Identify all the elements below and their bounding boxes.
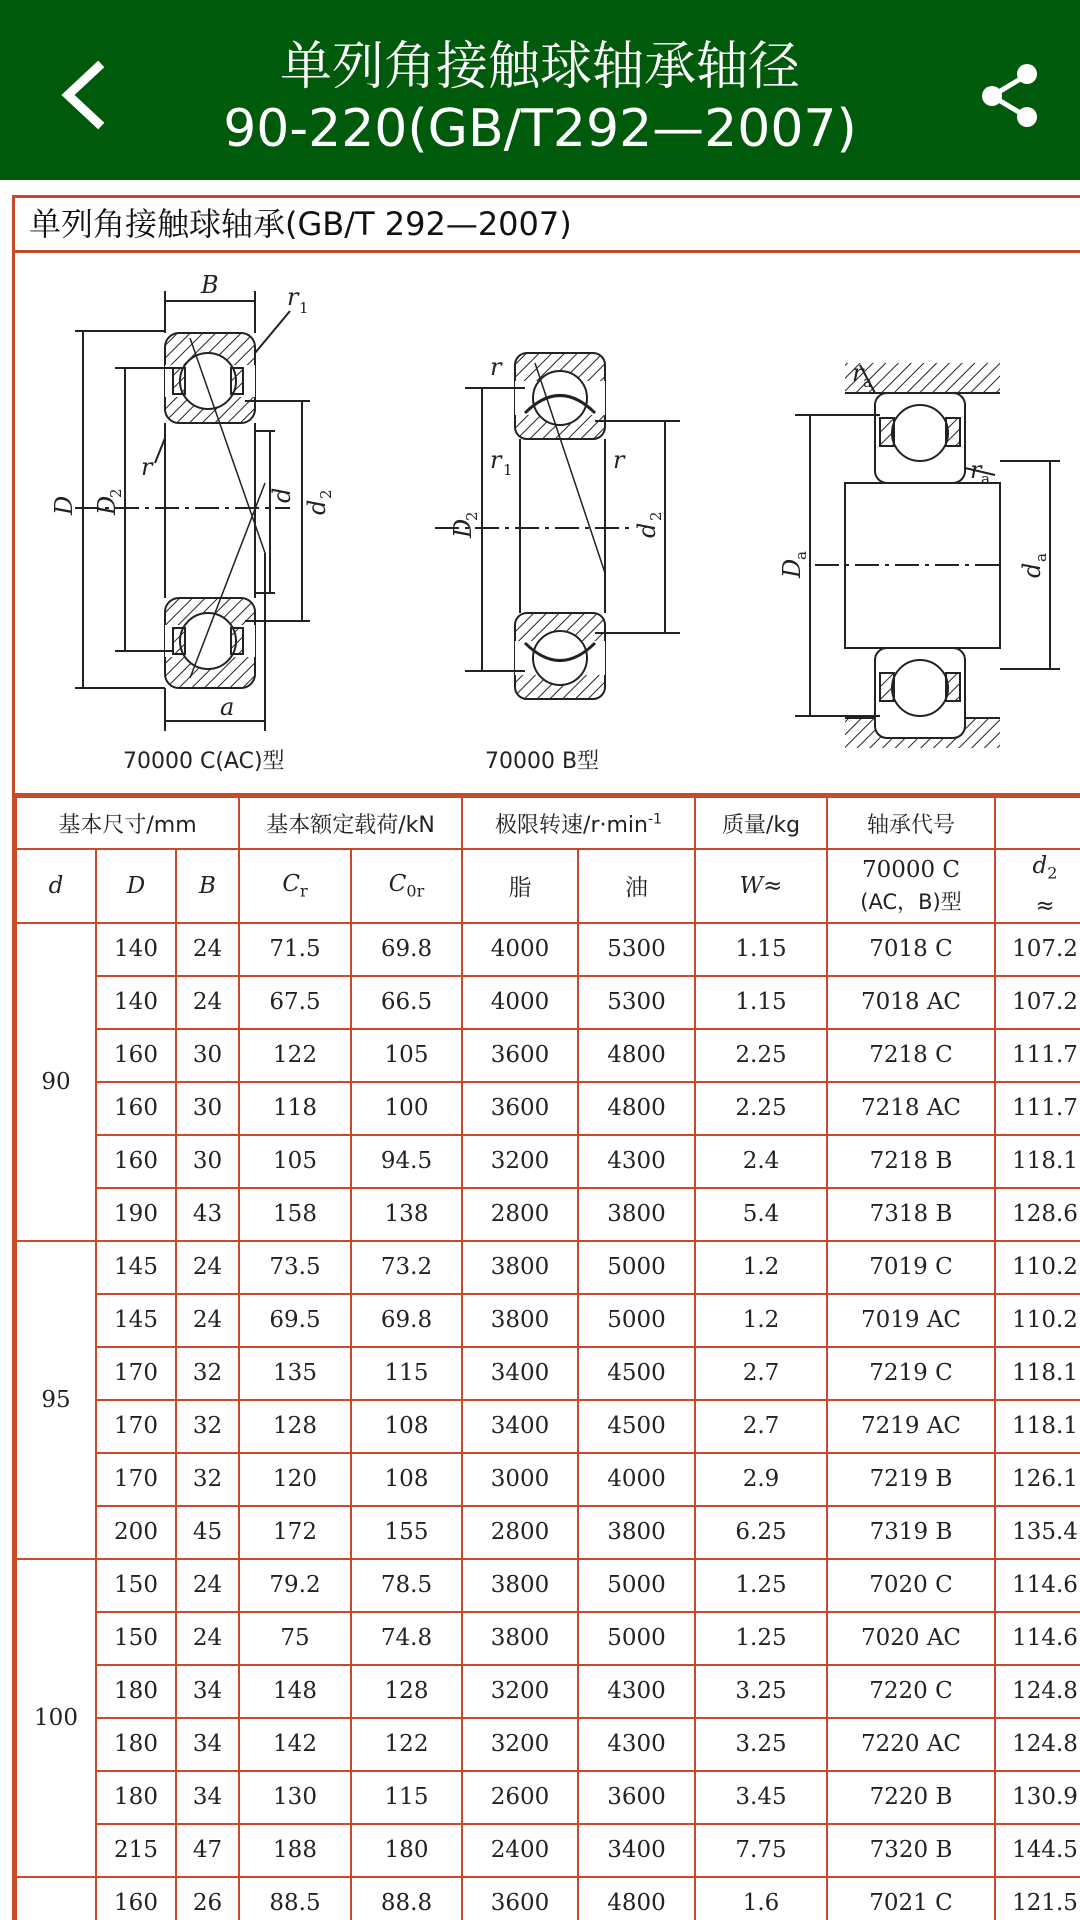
cell-d2: 118.1: [995, 1347, 1080, 1400]
cell-C0r: 122: [351, 1718, 462, 1771]
cell-oil: 5000: [578, 1294, 695, 1347]
dim-label-r: r: [141, 453, 153, 481]
cell-code: 7219 AC: [827, 1400, 995, 1453]
header-d: d: [16, 849, 96, 923]
cell-grease: 3000: [462, 1453, 578, 1506]
cell-d2: 126.1: [995, 1453, 1080, 1506]
cell-C0r: 128: [351, 1665, 462, 1718]
cell-d2: 128.6: [995, 1188, 1080, 1241]
cell-Cr: 75: [239, 1612, 351, 1665]
cell-oil: 3400: [578, 1824, 695, 1877]
cell-B: 43: [176, 1188, 239, 1241]
cell-code: 7220 C: [827, 1665, 995, 1718]
cell-oil: 4300: [578, 1135, 695, 1188]
dim-label-D2: D: [93, 495, 121, 515]
cell-oil: 4500: [578, 1347, 695, 1400]
cell-code: 7218 B: [827, 1135, 995, 1188]
cell-D: 145: [96, 1241, 176, 1294]
table-row: [16, 1029, 1080, 1082]
cell-code: 7218 AC: [827, 1082, 995, 1135]
svg-text:a: a: [981, 470, 990, 488]
cell-Cr: 105: [239, 1135, 351, 1188]
dim-label-Da: D: [778, 558, 806, 578]
svg-text:2: 2: [317, 489, 335, 499]
cell-C0r: 73.2: [351, 1241, 462, 1294]
cell-grease: 3800: [462, 1241, 578, 1294]
cell-oil: 5000: [578, 1559, 695, 1612]
cell-D: 160: [96, 1029, 176, 1082]
header-B: B: [176, 849, 239, 923]
cell-B: 26: [176, 1877, 239, 1920]
page-title-line1: 单列角接触球轴承轴径: [279, 37, 800, 97]
table-row: [16, 1400, 1080, 1453]
cell-D: 190: [96, 1188, 176, 1241]
header-basic-size: 基本尺寸/mm: [16, 797, 239, 849]
cell-d2: 124.8: [995, 1718, 1080, 1771]
dim-label-da: d: [1018, 562, 1046, 578]
table-row: [16, 1241, 1080, 1294]
table-row: [16, 923, 1080, 976]
cell-Cr: 142: [239, 1718, 351, 1771]
cell-D: 180: [96, 1718, 176, 1771]
table-row: [16, 1453, 1080, 1506]
cell-code: 7319 B: [827, 1506, 995, 1559]
cell-W: 3.45: [695, 1771, 827, 1824]
svg-text:2: 2: [647, 511, 665, 521]
cell-C0r: 78.5: [351, 1559, 462, 1612]
cell-B: 32: [176, 1400, 239, 1453]
cell-code: 7320 B: [827, 1824, 995, 1877]
cell-d2: 111.7: [995, 1082, 1080, 1135]
cell-code: 7220 AC: [827, 1718, 995, 1771]
cell-D: 180: [96, 1771, 176, 1824]
dim-label-B: B: [201, 271, 219, 299]
cell-Cr: 122: [239, 1029, 351, 1082]
table-row: [16, 976, 1080, 1029]
share-button[interactable]: [975, 60, 1045, 130]
cell-C0r: 155: [351, 1506, 462, 1559]
cell-grease: 3600: [462, 1029, 578, 1082]
dim-label-D2-b: D: [449, 518, 477, 538]
cell-W: 1.25: [695, 1612, 827, 1665]
table-row: [16, 1665, 1080, 1718]
header-Cr: $C_r$: [239, 849, 351, 923]
chevron-left-icon: [50, 55, 120, 135]
cell-C0r: 100: [351, 1082, 462, 1135]
cell-oil: 5000: [578, 1612, 695, 1665]
cell-B: 32: [176, 1453, 239, 1506]
cell-Cr: 130: [239, 1771, 351, 1824]
table-row: [16, 1135, 1080, 1188]
app-bar: [0, 0, 1080, 180]
cell-code: 7220 B: [827, 1771, 995, 1824]
cell-oil: 3600: [578, 1771, 695, 1824]
cell-C0r: 180: [351, 1824, 462, 1877]
cell-d2: 130.9: [995, 1771, 1080, 1824]
table-row: [16, 1559, 1080, 1612]
cell-Cr: 128: [239, 1400, 351, 1453]
cell-D: 215: [96, 1824, 176, 1877]
cell-D: 145: [96, 1294, 176, 1347]
cell-D: 200: [96, 1506, 176, 1559]
cell-code: 7018 AC: [827, 976, 995, 1029]
table-header-row-2: [16, 849, 1080, 923]
cell-d2: 107.2: [995, 976, 1080, 1029]
cell-Cr: 172: [239, 1506, 351, 1559]
cell-C0r: 105: [351, 1029, 462, 1082]
cell-W: 1.6: [695, 1877, 827, 1920]
cell-W: 1.25: [695, 1559, 827, 1612]
dim-label-r-b: r: [490, 353, 502, 381]
svg-text:a: a: [863, 373, 872, 391]
cell-Cr: 79.2: [239, 1559, 351, 1612]
cell-code: 7219 C: [827, 1347, 995, 1400]
header-mass: 质量/kg: [695, 797, 827, 849]
share-icon: [975, 60, 1045, 130]
cell-B: 34: [176, 1665, 239, 1718]
section-heading: 单列角接触球轴承(GB/T 292—2007): [15, 198, 1080, 253]
header-W: W≈: [695, 849, 827, 923]
cell-D: 160: [96, 1082, 176, 1135]
cell-B: 30: [176, 1082, 239, 1135]
cell-W: 2.7: [695, 1400, 827, 1453]
cell-grease: 2800: [462, 1188, 578, 1241]
cell-Cr: 135: [239, 1347, 351, 1400]
cell-B: 47: [176, 1824, 239, 1877]
table-row: [16, 1718, 1080, 1771]
cell-B: 24: [176, 1612, 239, 1665]
cell-d2: 114.6: [995, 1559, 1080, 1612]
cell-d2: 124.8: [995, 1665, 1080, 1718]
cell-d: 95: [16, 1241, 96, 1559]
cell-d2: 107.2: [995, 923, 1080, 976]
cell-D: 150: [96, 1559, 176, 1612]
cell-Cr: 148: [239, 1665, 351, 1718]
cell-code: 7219 B: [827, 1453, 995, 1506]
cell-W: 2.25: [695, 1029, 827, 1082]
cell-code: 7020 C: [827, 1559, 995, 1612]
cell-D: 170: [96, 1453, 176, 1506]
header-speed: 极限转速$/r\cdot\min^{-1}$: [462, 797, 695, 849]
cell-W: 2.4: [695, 1135, 827, 1188]
cell-B: 24: [176, 1294, 239, 1347]
cell-grease: 3600: [462, 1082, 578, 1135]
diagram-caption-c-ac: 70000 C(AC)型: [123, 749, 285, 774]
cell-grease: 3800: [462, 1294, 578, 1347]
cell-D: 140: [96, 976, 176, 1029]
cell-D: 180: [96, 1665, 176, 1718]
cell-d2: 118.1: [995, 1135, 1080, 1188]
svg-text:2: 2: [107, 488, 125, 498]
cell-B: 24: [176, 1559, 239, 1612]
table-row: [16, 1347, 1080, 1400]
cell-d2: 144.5: [995, 1824, 1080, 1877]
cell-B: 30: [176, 1029, 239, 1082]
cell-oil: 4300: [578, 1718, 695, 1771]
cell-oil: 4800: [578, 1082, 695, 1135]
cell-oil: 4800: [578, 1029, 695, 1082]
cell-W: 3.25: [695, 1665, 827, 1718]
cell-grease: 2400: [462, 1824, 578, 1877]
table-row: [16, 1188, 1080, 1241]
cell-C0r: 69.8: [351, 1294, 462, 1347]
cell-code: 7021 C: [827, 1877, 995, 1920]
svg-text:a: a: [1032, 553, 1050, 562]
cell-grease: 3200: [462, 1135, 578, 1188]
cell-d: [16, 1877, 96, 1920]
cell-grease: 2800: [462, 1506, 578, 1559]
cell-W: 1.2: [695, 1294, 827, 1347]
back-button[interactable]: [50, 55, 120, 135]
dim-label-ra-2: r: [970, 456, 982, 484]
cell-Cr: 158: [239, 1188, 351, 1241]
cell-code: 7318 B: [827, 1188, 995, 1241]
table-row: [16, 1877, 1080, 1920]
svg-text:2: 2: [463, 511, 481, 521]
table-row: [16, 1612, 1080, 1665]
main-content[interactable]: [0, 180, 1080, 1920]
header-code: 轴承代号: [827, 797, 995, 849]
cell-d2: 118.1: [995, 1400, 1080, 1453]
cell-D: 160: [96, 1135, 176, 1188]
cell-oil: 4300: [578, 1665, 695, 1718]
cell-W: 3.25: [695, 1718, 827, 1771]
cell-C0r: 94.5: [351, 1135, 462, 1188]
table-row: [16, 1294, 1080, 1347]
bearing-table-frame: [12, 195, 1080, 1920]
header-d2: $d_2$ ≈: [995, 849, 1080, 923]
cell-W: 2.25: [695, 1082, 827, 1135]
cell-W: 5.4: [695, 1188, 827, 1241]
cell-D: 170: [96, 1347, 176, 1400]
cell-Cr: 73.5: [239, 1241, 351, 1294]
table-row: [16, 1506, 1080, 1559]
cell-grease: 3800: [462, 1559, 578, 1612]
dim-label-ra: r: [852, 359, 864, 387]
bearing-drawing: [15, 253, 1080, 793]
cell-Cr: 69.5: [239, 1294, 351, 1347]
cell-B: 32: [176, 1347, 239, 1400]
bearing-diagram: [15, 253, 1080, 796]
page-title: [150, 36, 930, 160]
cell-grease: 3200: [462, 1718, 578, 1771]
cell-oil: 5300: [578, 976, 695, 1029]
header-D: D: [96, 849, 176, 923]
cell-code: 7218 C: [827, 1029, 995, 1082]
cell-oil: 3800: [578, 1506, 695, 1559]
dim-label-r1: r: [287, 283, 299, 311]
cell-B: 24: [176, 976, 239, 1029]
svg-text:1: 1: [299, 299, 309, 317]
cell-B: 24: [176, 923, 239, 976]
cell-d2: 110.2: [995, 1241, 1080, 1294]
dim-label-D: D: [50, 495, 78, 515]
dim-label-d2: d: [303, 499, 331, 515]
cell-D: 160: [96, 1877, 176, 1920]
cell-C0r: 115: [351, 1771, 462, 1824]
header-extra: [995, 797, 1080, 849]
cell-d: 100: [16, 1559, 96, 1877]
cell-D: 140: [96, 923, 176, 976]
cell-B: 45: [176, 1506, 239, 1559]
cell-Cr: 188: [239, 1824, 351, 1877]
cell-B: 24: [176, 1241, 239, 1294]
bearing-table: [15, 796, 1080, 1920]
cell-C0r: 108: [351, 1453, 462, 1506]
table-header-row-1: [16, 797, 1080, 849]
cell-grease: 4000: [462, 923, 578, 976]
diagram-caption-b: 70000 B型: [485, 749, 600, 774]
header-C0r: $C_{0r}$: [351, 849, 462, 923]
cell-C0r: 138: [351, 1188, 462, 1241]
cell-C0r: 108: [351, 1400, 462, 1453]
cell-d2: 121.5: [995, 1877, 1080, 1920]
svg-text:a: a: [792, 551, 810, 560]
cell-Cr: 67.5: [239, 976, 351, 1029]
dim-label-d: d: [268, 487, 296, 503]
svg-text:1: 1: [503, 461, 513, 479]
cell-oil: 5000: [578, 1241, 695, 1294]
cell-d2: 111.7: [995, 1029, 1080, 1082]
cell-W: 2.7: [695, 1347, 827, 1400]
cell-grease: 2600: [462, 1771, 578, 1824]
header-code-type: 70000 C (AC，B)型: [827, 849, 995, 923]
cell-grease: 3200: [462, 1665, 578, 1718]
dim-label-d2-b: d: [633, 522, 661, 538]
cell-W: 7.75: [695, 1824, 827, 1877]
table-row: [16, 1082, 1080, 1135]
cell-B: 34: [176, 1771, 239, 1824]
cell-oil: 4000: [578, 1453, 695, 1506]
table-row: [16, 1771, 1080, 1824]
cell-C0r: 88.8: [351, 1877, 462, 1920]
cell-C0r: 74.8: [351, 1612, 462, 1665]
cell-code: 7020 AC: [827, 1612, 995, 1665]
cell-C0r: 115: [351, 1347, 462, 1400]
cell-W: 1.15: [695, 923, 827, 976]
dim-label-a: a: [220, 693, 235, 721]
cell-W: 1.2: [695, 1241, 827, 1294]
cell-code: 7019 C: [827, 1241, 995, 1294]
cell-B: 34: [176, 1718, 239, 1771]
header-grease: 脂: [462, 849, 578, 923]
dim-label-r-b2: r: [613, 446, 625, 474]
header-oil: 油: [578, 849, 695, 923]
cell-d2: 110.2: [995, 1294, 1080, 1347]
cell-grease: 3600: [462, 1877, 578, 1920]
cell-C0r: 66.5: [351, 976, 462, 1029]
cell-oil: 4500: [578, 1400, 695, 1453]
cell-W: 6.25: [695, 1506, 827, 1559]
cell-grease: 4000: [462, 976, 578, 1029]
cell-code: 7018 C: [827, 923, 995, 976]
dim-label-r1-b: r: [490, 446, 502, 474]
cell-Cr: 88.5: [239, 1877, 351, 1920]
cell-oil: 5300: [578, 923, 695, 976]
cell-W: 1.15: [695, 976, 827, 1029]
cell-C0r: 69.8: [351, 923, 462, 976]
cell-oil: 3800: [578, 1188, 695, 1241]
cell-D: 150: [96, 1612, 176, 1665]
cell-grease: 3400: [462, 1347, 578, 1400]
cell-Cr: 118: [239, 1082, 351, 1135]
cell-code: 7019 AC: [827, 1294, 995, 1347]
cell-grease: 3800: [462, 1612, 578, 1665]
header-load: 基本额定载荷/kN: [239, 797, 462, 849]
cell-Cr: 71.5: [239, 923, 351, 976]
cell-oil: 4800: [578, 1877, 695, 1920]
cell-d: 90: [16, 923, 96, 1241]
cell-B: 30: [176, 1135, 239, 1188]
page-title-line2: 90-220(GB/T292—2007): [223, 99, 857, 159]
cell-Cr: 120: [239, 1453, 351, 1506]
cell-D: 170: [96, 1400, 176, 1453]
cell-d2: 114.6: [995, 1612, 1080, 1665]
cell-grease: 3400: [462, 1400, 578, 1453]
cell-d2: 135.4: [995, 1506, 1080, 1559]
cell-W: 2.9: [695, 1453, 827, 1506]
table-row: [16, 1824, 1080, 1877]
